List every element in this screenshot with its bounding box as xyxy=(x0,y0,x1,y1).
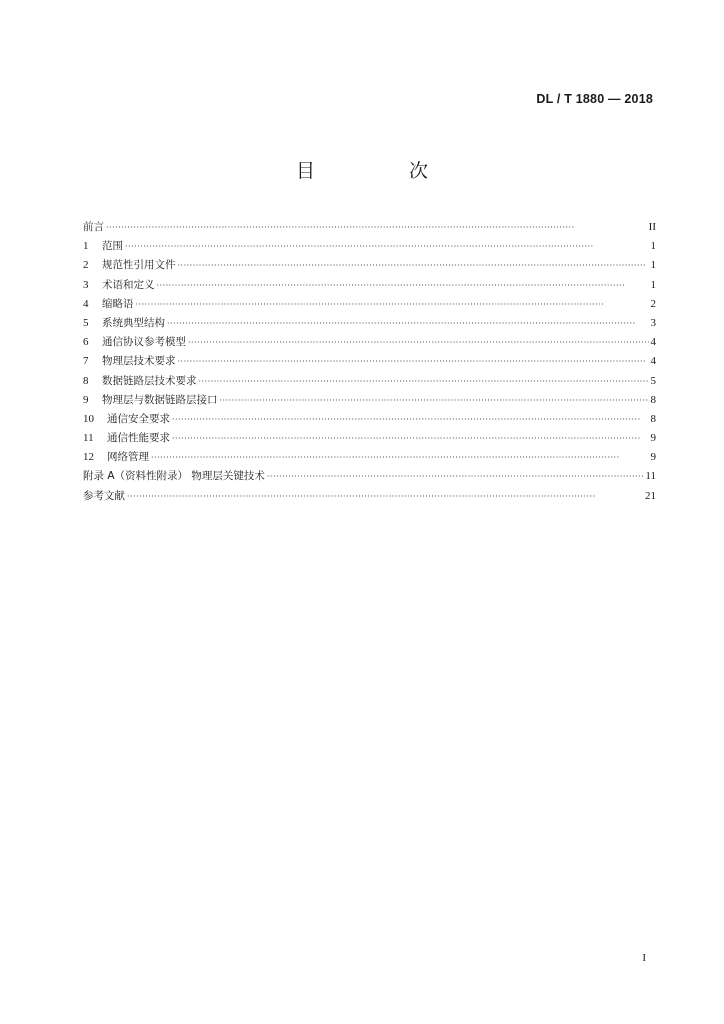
toc-leader xyxy=(188,333,649,352)
page-title: 目 次 xyxy=(295,160,473,182)
table-of-contents xyxy=(83,218,656,506)
toc-item-page: 5 xyxy=(650,374,656,387)
toc-item-terms-definitions[interactable] xyxy=(83,276,656,295)
toc-item-label: 缩略语 xyxy=(102,297,134,310)
toc-item-label: 附录 A（资料性附录） 物理层关键技术 xyxy=(83,470,265,483)
toc-leader xyxy=(157,276,649,295)
toc-item-bibliography[interactable] xyxy=(83,487,656,506)
toc-leader xyxy=(127,487,643,506)
toc-item-label: 参考文献 xyxy=(83,489,125,502)
toc-item-number: 10 xyxy=(83,412,94,425)
toc-item-foreword[interactable] xyxy=(83,218,656,237)
toc-item-page: 1 xyxy=(650,240,656,253)
toc-item-number: 9 xyxy=(83,393,89,406)
toc-item-page: 11 xyxy=(645,470,656,483)
toc-item-system-structure[interactable] xyxy=(83,314,656,333)
toc-leader xyxy=(178,256,649,275)
toc-item-label: 通信安全要求 xyxy=(107,412,170,425)
toc-item-page: 1 xyxy=(650,278,656,291)
toc-leader xyxy=(106,218,647,237)
toc-item-protocol-model[interactable] xyxy=(83,333,656,352)
toc-item-page: 1 xyxy=(650,259,656,272)
toc-item-security[interactable] xyxy=(83,410,656,429)
toc-item-page: 4 xyxy=(650,355,656,368)
toc-item-label: 术语和定义 xyxy=(102,278,155,291)
toc-item-label: 范围 xyxy=(102,240,123,253)
toc-leader xyxy=(172,410,649,429)
page-number: I xyxy=(642,952,646,964)
toc-item-number: 6 xyxy=(83,336,89,349)
toc-item-scope[interactable] xyxy=(83,237,656,256)
toc-item-label: 物理层与数据链路层接口 xyxy=(102,393,218,406)
toc-item-label: 数据链路层技术要求 xyxy=(102,374,197,387)
toc-item-page: 8 xyxy=(650,412,656,425)
toc-item-abbreviations[interactable] xyxy=(83,295,656,314)
toc-item-page: II xyxy=(648,221,656,233)
toc-item-label: 物理层技术要求 xyxy=(102,355,176,368)
toc-item-normative-references[interactable] xyxy=(83,256,656,275)
toc-item-data-link-layer[interactable] xyxy=(83,372,656,391)
toc-item-label: 规范性引用文件 xyxy=(102,259,176,272)
toc-leader xyxy=(151,448,649,467)
toc-item-number: 7 xyxy=(83,355,89,368)
toc-leader xyxy=(178,352,649,371)
toc-item-label: 系统典型结构 xyxy=(102,316,165,329)
toc-item-page: 3 xyxy=(650,316,656,329)
toc-item-appendix-a[interactable] xyxy=(83,467,656,486)
toc-item-number: 12 xyxy=(83,451,94,464)
toc-leader xyxy=(172,429,649,448)
toc-item-page: 4 xyxy=(650,336,656,349)
toc-leader xyxy=(267,467,644,486)
toc-item-label: 网络管理 xyxy=(107,451,149,464)
toc-item-number: 8 xyxy=(83,374,89,387)
standard-code: DL / T 1880 — 2018 xyxy=(536,92,653,106)
toc-leader xyxy=(167,314,649,333)
toc-leader xyxy=(199,372,649,391)
toc-item-number: 11 xyxy=(83,432,94,445)
toc-item-page: 2 xyxy=(650,297,656,310)
toc-item-number: 2 xyxy=(83,259,89,272)
toc-item-page: 8 xyxy=(650,393,656,406)
toc-leader xyxy=(136,295,649,314)
toc-item-number: 4 xyxy=(83,297,89,310)
toc-item-number: 5 xyxy=(83,316,89,329)
toc-leader xyxy=(125,237,649,256)
toc-item-physical-layer[interactable] xyxy=(83,352,656,371)
toc-item-page: 9 xyxy=(650,432,656,445)
toc-item-label: 通信性能要求 xyxy=(107,432,170,445)
toc-leader xyxy=(220,391,649,410)
toc-item-label: 前言 xyxy=(83,221,104,233)
toc-item-page: 21 xyxy=(645,489,656,502)
toc-item-page: 9 xyxy=(650,451,656,464)
toc-item-label: 通信协议参考模型 xyxy=(102,336,186,349)
toc-item-layer-interface[interactable] xyxy=(83,391,656,410)
toc-item-performance[interactable] xyxy=(83,429,656,448)
toc-item-network-management[interactable] xyxy=(83,448,656,467)
toc-item-number: 1 xyxy=(83,240,89,253)
toc-item-number: 3 xyxy=(83,278,89,291)
